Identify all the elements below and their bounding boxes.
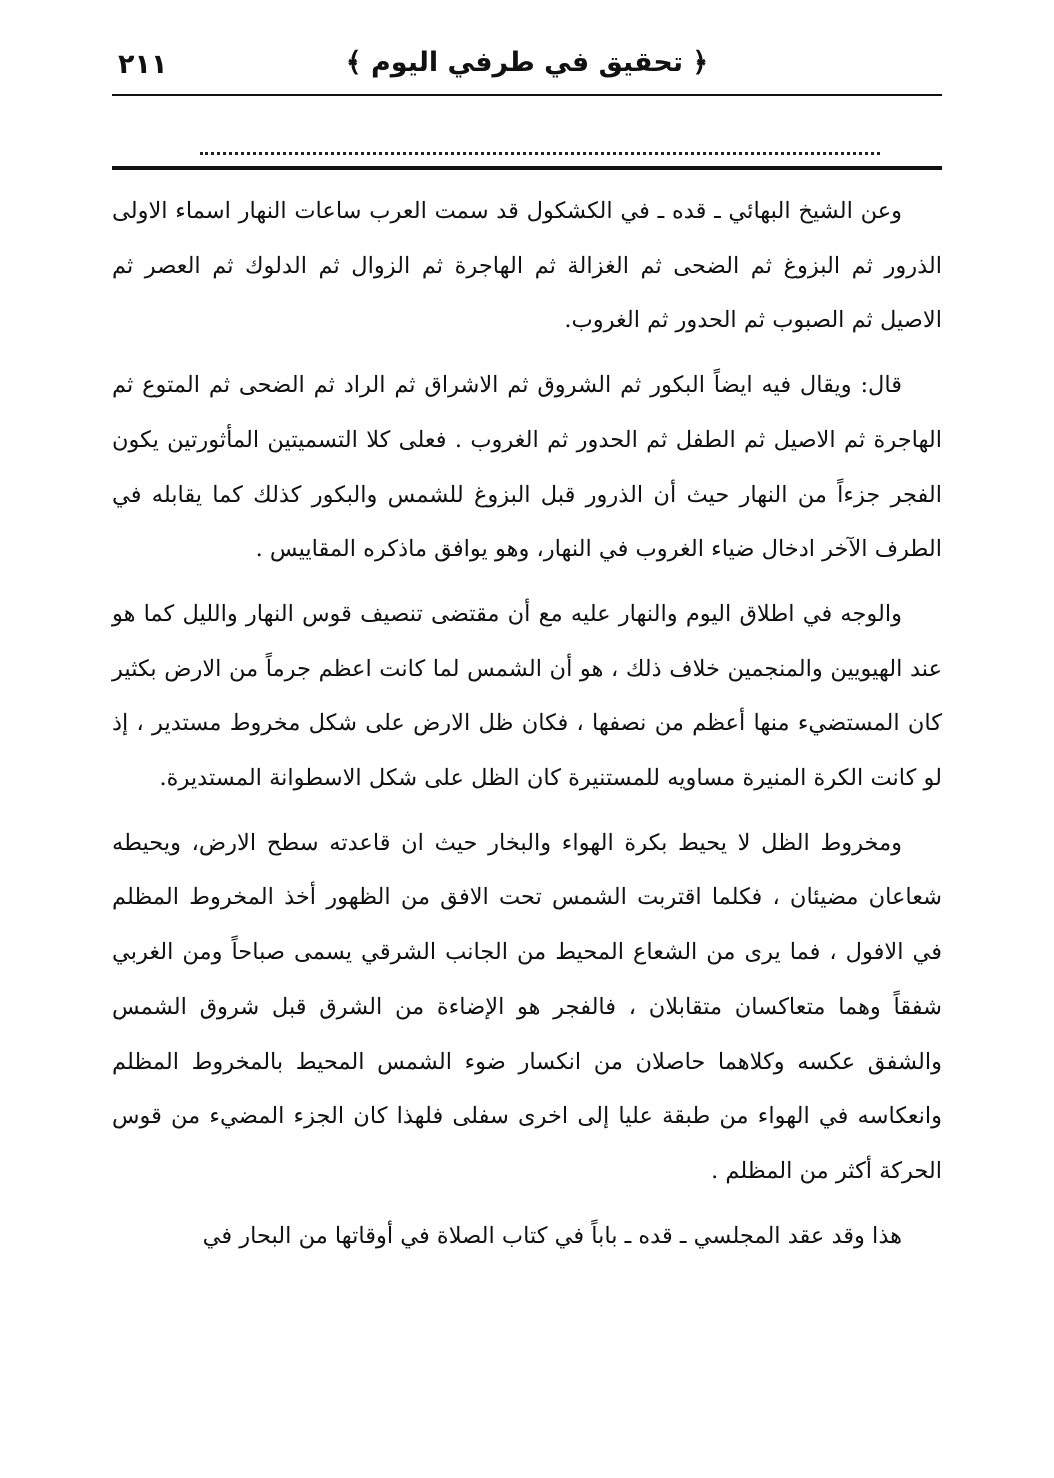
main-text xyxy=(112,184,942,1273)
paragraph-3: والوجه في اطلاق اليوم والنهار عليه مع أن مقتضى تنصيف قوس النهار والليل كما هو عند الهيويين والمنجمين خلاف ذلك ، هو أن الشمس لما كانت اعظم جرماً من الارض بكثير كان المستضيء منها أعظم من نصفها ، فكان ظل الارض على شكل مخروط مستدير ، إذ لو كانت الكرة المنيرة مساويه للمستنيرة كان الظل على شكل الاسطوانة المستديرة. xyxy=(112,600,942,792)
header-rule xyxy=(112,94,942,96)
running-header xyxy=(112,40,942,92)
paragraph-2: قال: ويقال فيه ايضاً البكور ثم الشروق ثم الاشراق ثم الراد ثم الضحى ثم المتوع ثم الهاجرة ثم الاصيل ثم الطفل ثم الحدور ثم الغروب . فعلى كلا التسميتين المأثورتين يكون الفجر جزءاً من النهار حيث أن الذرور قبل البزوغ للشمس والبكور كذلك كما يقابله في الطرف الآخر ادخال ضياء الغروب في النهار، وهو يوافق ماذكره المقاييس . xyxy=(112,372,942,563)
running-title: ﴿ تحقيق في طرفي اليوم ﴾ xyxy=(345,47,709,78)
thick-rule xyxy=(112,166,942,170)
dotted-separator xyxy=(200,138,880,155)
paragraph-1: وعن الشيخ البهائي ـ قده ـ في الكشكول قد سمت العرب ساعات النهار اسماء الاولى الذرور ثم البزوغ ثم الضحى ثم الغزالة ثم الهاجرة ثم الزوال ثم الدلوك ثم العصر ثم الاصيل ثم الصبوب ثم الحدور ثم الغروب. xyxy=(112,198,942,334)
paragraph-4: ومخروط الظل لا يحيط بكرة الهواء والبخار حيث ان قاعدته سطح الارض، ويحيطه شعاعان مضيئان ، فكلما اقتربت الشمس تحت الافق من الظهور أخذ المخروط المظلم في الافول ، فما يرى من الشعاع المحيط من الجانب الشرقي يسمى صباحاً ومن الغربي شفقاً وهما متعاكسان متقابلان ، فالفجر هو الإضاءة من الشرق قبل شروق الشمس والشفق عكسه وكلاهما حاصلان من انكسار ضوء الشمس المحيط بالمخروط المظلم وانعكاسه في الهواء من طبقة عليا إلى اخرى سفلى فلهذا كان الجزء المضيء من قوس الحركة أكثر من المظلم . xyxy=(112,829,942,1184)
page-number: ٢١١ xyxy=(118,49,168,80)
paragraph-5: هذا وقد عقد المجلسي ـ قده ـ باباً في كتاب الصلاة في أوقاتها من البحار في xyxy=(202,1222,902,1249)
